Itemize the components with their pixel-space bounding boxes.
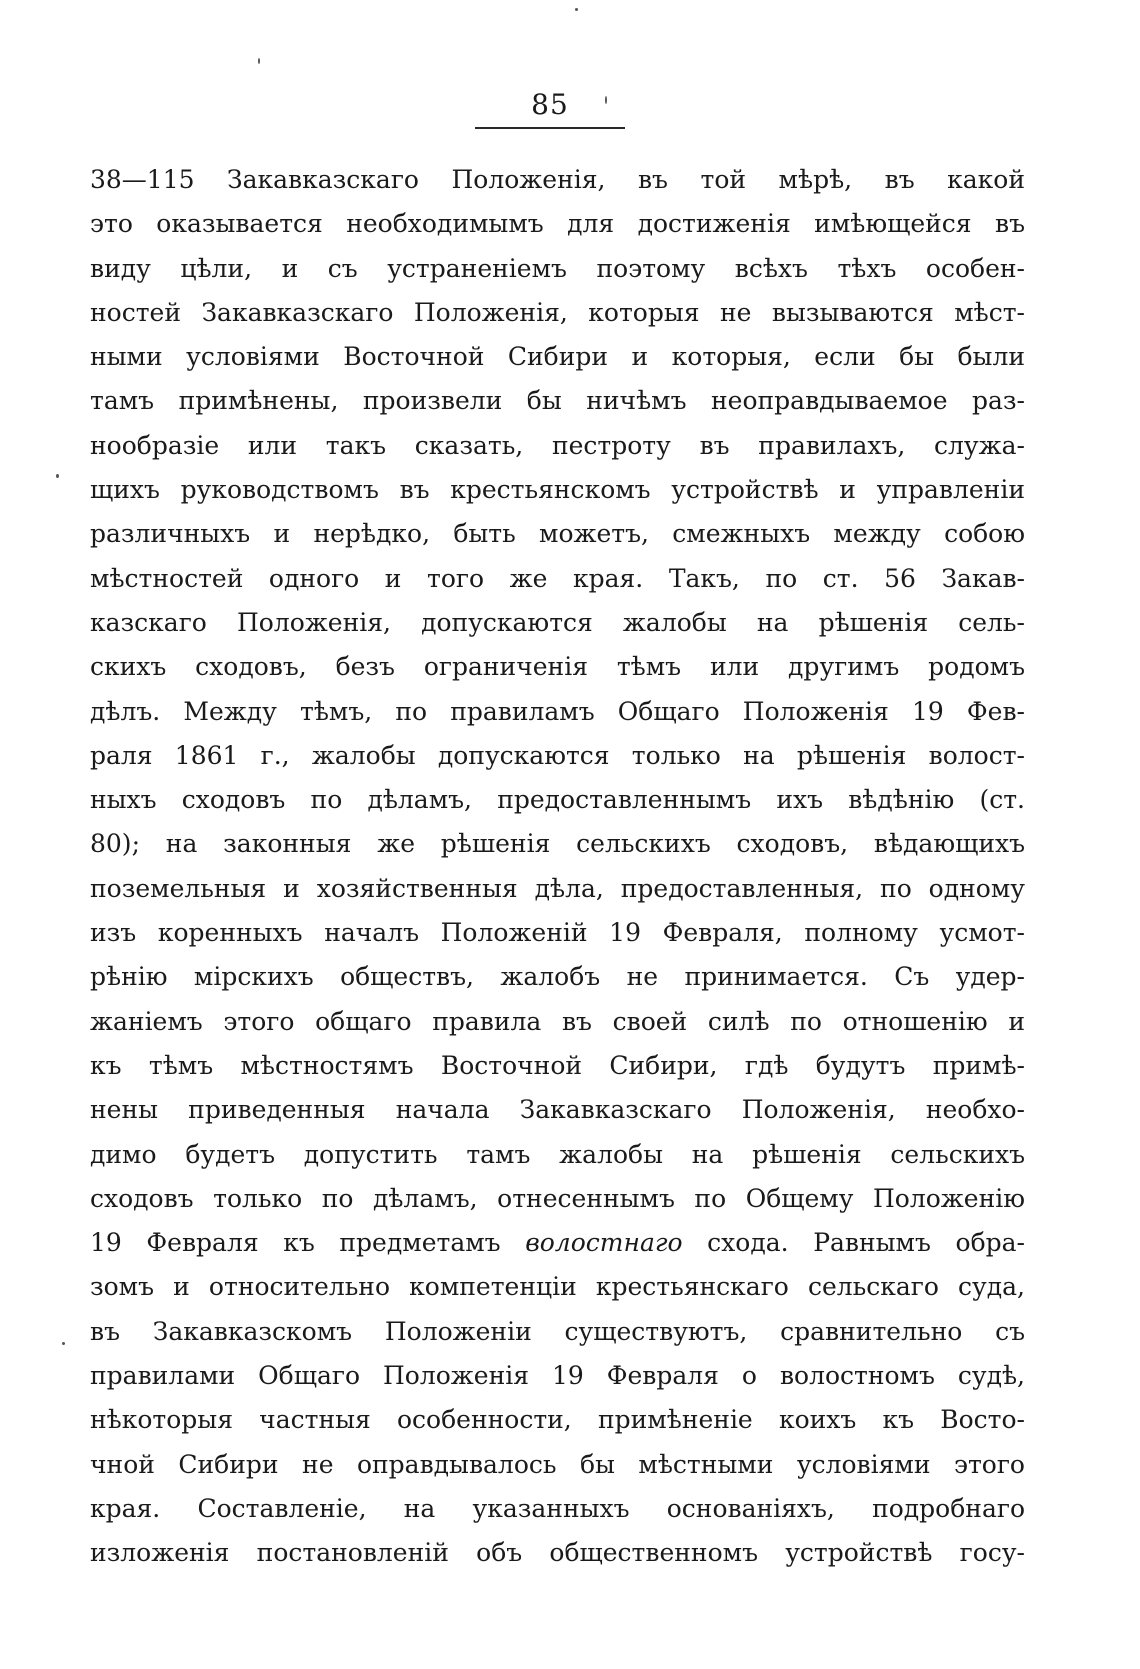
text-line: чной Сибири не оправдывалось бы мѣстными условіями этого [90,1449,1025,1479]
text-line: нѣкоторыя частныя особенности, примѣненіе коихъ къ Восто- [90,1405,1025,1435]
text-line: мѣстностей одного и того же края. Такъ, по ст. 56 Закав- [90,563,1025,593]
text-line: изъ коренныхъ началъ Положеній 19 Февраля, полному усмот- [90,918,1025,948]
text-line: края. Составленіе, на указанныхъ основаніяхъ, подробнаго [90,1493,1025,1523]
text-line: зомъ и относительно компетенціи крестьянскаго сельскаго суда, [90,1272,1025,1302]
text-line: жаніемъ этого общаго правила въ своей силѣ по отношенію и [90,1006,1025,1036]
italic-word: волостнаго [525,1228,683,1258]
text-line: нены приведенныя начала Закавказскаго Положенія, необхо- [90,1095,1025,1125]
text-line: виду цѣли, и съ устраненіемъ поэтому всѣхъ тѣхъ особен- [90,253,1025,283]
text-line: ныхъ сходовъ по дѣламъ, предоставленнымъ ихъ вѣдѣнію (ст. [90,785,1025,815]
page-number: 85 [531,88,569,121]
scan-speck [56,474,59,478]
text-line: ными условіями Восточной Сибири и которыя, если бы были [90,342,1025,372]
text-line: 80); на законныя же рѣшенія сельскихъ сходовъ, вѣдающихъ [90,829,1025,859]
text-line: тамъ примѣнены, произвели бы ничѣмъ неоправдываемое раз- [90,386,1025,416]
text-line: 38—115 Закавказскаго Положенія, въ той мѣрѣ, въ какой [90,165,1025,194]
text-line: щихъ руководствомъ въ крестьянскомъ устройствѣ и управленіи [90,475,1025,505]
text-line: изложенія постановленій объ общественномъ устройствѣ госу- [90,1538,1025,1568]
text-line: дѣлъ. Между тѣмъ, по правиламъ Общаго Положенія 19 Фев- [90,696,1025,726]
text-line: димо будетъ допустить тамъ жалобы на рѣшенія сельскихъ [90,1139,1025,1169]
text-line-with-italic [90,1221,1025,1265]
text-segment: схода. Равнымъ обра- [682,1228,1025,1258]
text-line: ностей Закавказскаго Положенія, которыя не вызываются мѣст- [90,297,1025,327]
scan-speck [258,58,260,64]
text-segment: 19 Февраля къ предметамъ [90,1228,526,1258]
text-line: сходовъ только по дѣламъ, отнесеннымъ по Общему Положенію [90,1183,1025,1213]
scan-speck [62,1342,65,1345]
scan-speck [575,8,578,11]
scan-speck [605,96,607,104]
body-text [90,158,1025,1576]
text-line: поземельныя и хозяйственныя дѣла, предоставленныя, по одному [90,873,1025,903]
text-line: различныхъ и нерѣдко, быть можетъ, смежныхъ между собою [90,519,1025,549]
text-line: это оказывается необходимымъ для достиженія имѣющейся въ [90,209,1025,239]
text-line: нообразіе или такъ сказать, пестроту въ правилахъ, служа- [90,430,1025,460]
text-line: скихъ сходовъ, безъ ограниченія тѣмъ или другимъ родомъ [90,652,1025,682]
text-line: казскаго Положенія, допускаются жалобы на рѣшенія сель- [90,607,1025,637]
text-line: къ тѣмъ мѣстностямъ Восточной Сибири, гдѣ будутъ примѣ- [90,1050,1025,1080]
page-header [470,88,630,129]
text-line: раля 1861 г., жалобы допускаются только на рѣшенія волост- [90,740,1025,770]
text-line: рѣнію мірскихъ обществъ, жалобъ не принимается. Съ удер- [90,962,1025,992]
text-line: въ Закавказскомъ Положеніи существуютъ, сравнительно съ [90,1316,1025,1346]
text-line: правилами Общаго Положенія 19 Февраля о волостномъ судѣ, [90,1361,1025,1391]
page-number-rule [475,127,625,129]
